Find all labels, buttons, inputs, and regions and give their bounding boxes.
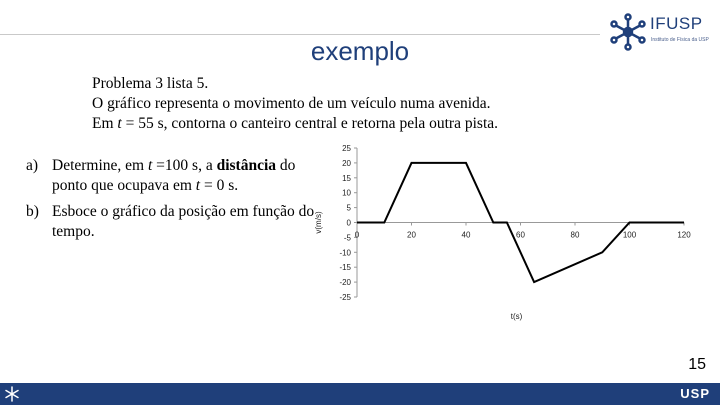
y-tick-label: 10	[342, 188, 351, 198]
problem-line-3	[92, 114, 498, 134]
logo-name: IFUSP	[650, 14, 703, 33]
footer-usp-logo: USP	[680, 386, 710, 401]
logo-subtitle: Instituto de Física da USP	[651, 37, 709, 43]
y-tick-label: -15	[339, 263, 351, 273]
x-tick-label: 0	[354, 230, 360, 240]
y-tick-label: 5	[346, 203, 351, 213]
question-a-var-1: t	[147, 157, 153, 174]
x-tick-label: 80	[570, 230, 580, 240]
ifusp-footer-icon	[3, 385, 21, 403]
question-a-text-2: =100 s, a	[152, 157, 217, 174]
x-tick-label: 100	[622, 230, 637, 240]
x-tick-label: 20	[407, 230, 416, 240]
footer-bar	[0, 383, 720, 405]
problem-line-3-var: t	[117, 115, 122, 132]
y-axis-label: v(m/s)	[314, 211, 323, 234]
question-b-text: Esboce o gráfico da posição em função do tempo.	[52, 203, 315, 240]
problem-line-3-post: = 55 s, contorna o canteiro central e retorna pela outra pista.	[121, 115, 499, 132]
page-title: exemplo	[310, 36, 410, 66]
header-rule	[0, 34, 600, 35]
question-label: b)	[26, 203, 39, 220]
x-tick-label: 120	[677, 230, 691, 240]
y-tick-label: -20	[339, 278, 351, 288]
y-tick-label: 0	[346, 218, 351, 228]
x-axis-label: t(s)	[510, 312, 523, 321]
problem-statement	[92, 74, 498, 134]
question-b	[26, 202, 326, 242]
question-list	[26, 156, 326, 248]
x-tick-label: 40	[461, 230, 471, 240]
velocity-chart	[305, 140, 705, 325]
problem-line-1: Problema 3 lista 5.	[92, 75, 209, 92]
y-tick-label: 20	[342, 158, 351, 168]
problem-line-3-pre: Em	[92, 115, 118, 132]
x-tick-label: 60	[516, 230, 525, 240]
y-tick-label: 25	[342, 144, 351, 153]
question-a	[26, 156, 326, 196]
question-a-var-2: t	[195, 177, 201, 194]
y-tick-label: -5	[343, 233, 351, 243]
y-tick-label: -10	[339, 248, 351, 258]
y-tick-label: 15	[342, 173, 351, 183]
problem-line-2: O gráfico representa o movimento de um veículo numa avenida.	[92, 95, 491, 112]
question-label: a)	[26, 157, 39, 174]
question-a-text-4: = 0 s.	[200, 177, 239, 194]
question-a-highlight: distância	[216, 157, 277, 174]
question-a-text-3: do ponto que ocupava em	[52, 157, 296, 194]
page-number: 15	[688, 356, 706, 373]
y-tick-label: -25	[339, 293, 351, 302]
question-a-text-1: Determine, em	[52, 157, 148, 174]
